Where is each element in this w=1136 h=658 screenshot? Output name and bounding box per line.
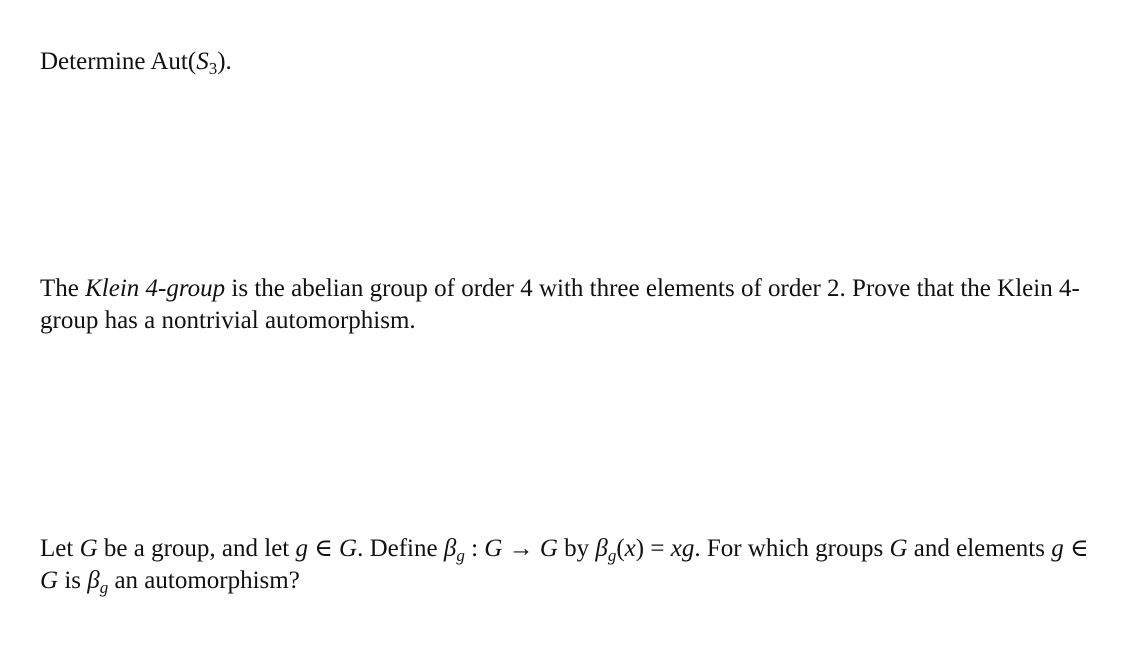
problem-text-segment: G [889,535,908,562]
problem-text-segment: and elements [907,535,1052,562]
problem-text-segment: β [87,567,100,594]
problem-text-segment: g [295,535,308,562]
problem-text-segment: x [624,535,636,562]
problem-text-segment: The [40,275,86,302]
problem-text-segment: Determine Aut( [40,48,197,75]
problem-text-segment: xg [670,535,695,562]
problem-text-segment: ∈ [308,535,340,562]
problem-text-segment: G [40,567,59,594]
problem-text-segment: . Define [357,535,444,562]
problem-text-segment: ( [616,535,625,562]
problem-text-segment: G [484,535,503,562]
problem-text-segment: by [557,535,596,562]
problem-text-segment: : [464,535,485,562]
problem-text-segment: g [607,546,617,566]
problem-text-segment: is [58,567,88,594]
problem-text-segment: β [595,535,608,562]
problem-aut-s3 [40,46,1096,78]
problem-text-segment: 3 [208,59,218,79]
problem-text-segment: G [339,535,358,562]
problem-text-segment: ) = [635,535,671,562]
problem-text-segment: ∈ [1063,535,1089,562]
problem-beta-automorphism [40,533,1096,597]
problem-klein-4-group [40,273,1096,337]
problem-text-segment: g [456,546,465,566]
problem-text-segment: be a group, and let [97,535,296,562]
problem-text-segment: → [502,535,540,562]
problem-text-segment: Let [40,535,80,562]
problem-text-segment: Klein 4-group [85,275,226,302]
problem-text-segment: . For which groups [694,535,890,562]
problem-text-segment: S [196,48,209,75]
problem-text-segment: g [1051,535,1064,562]
problem-text-segment: is the abelian group of order 4 with three elements of order 2. Prove that the Klein 4-group has a nontrivial automorphism. [40,275,1080,334]
problem-text-segment: G [79,535,98,562]
problem-text-segment: β [443,535,457,562]
problem-text-segment: ). [217,48,232,75]
problem-text-segment: an automorphism? [108,567,300,594]
problem-text-segment: g [99,578,109,598]
problem-text-segment: G [539,535,558,562]
